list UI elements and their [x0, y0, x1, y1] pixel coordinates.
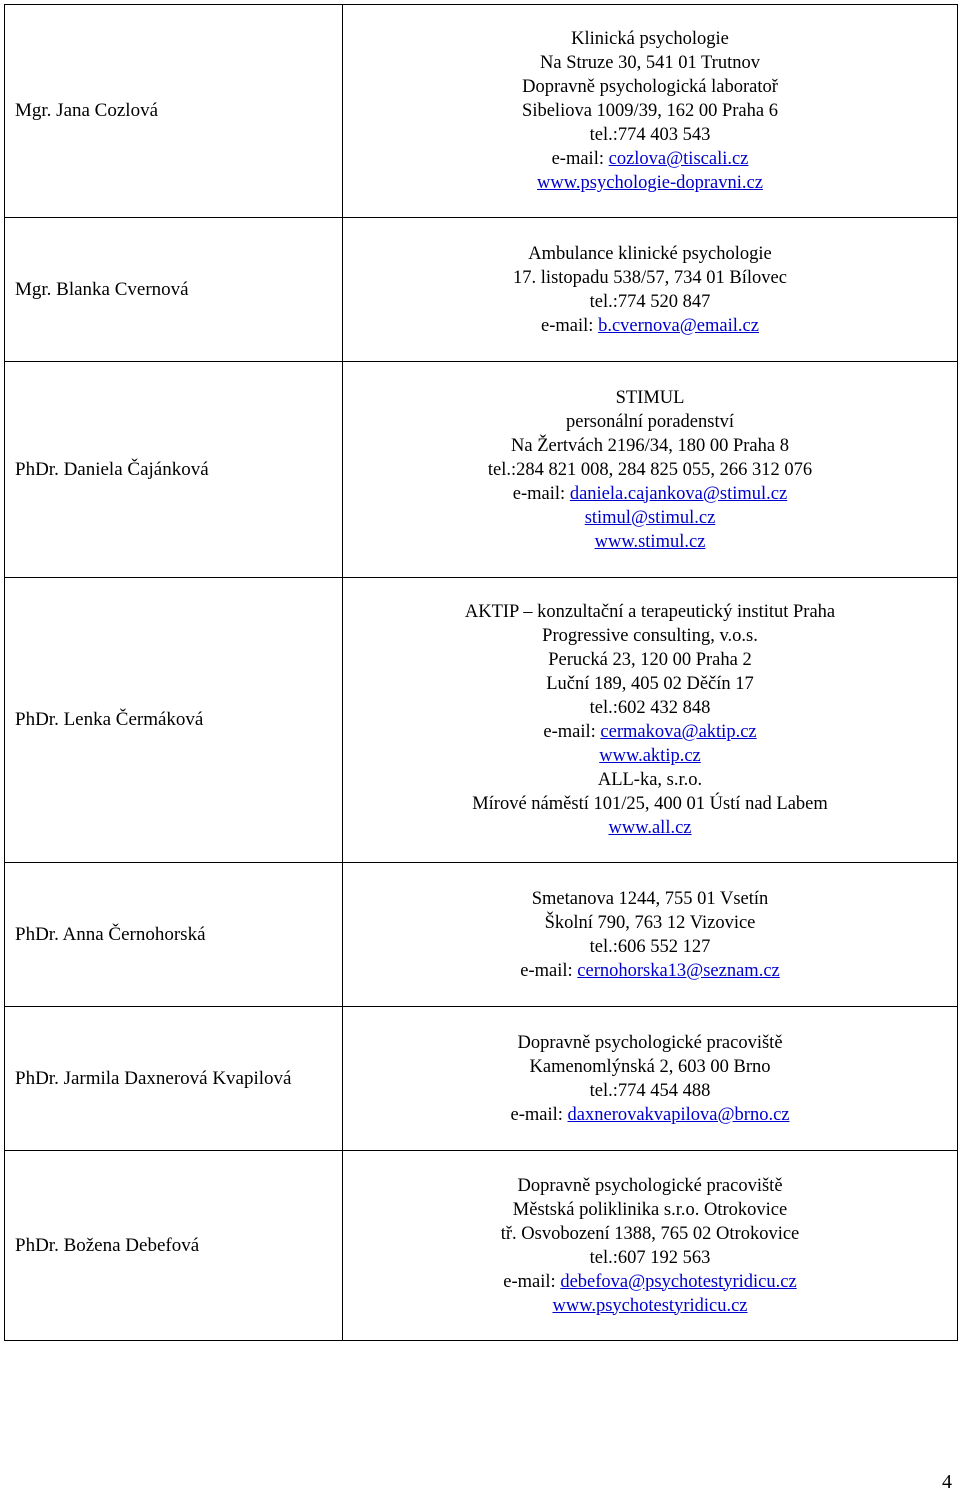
- directory-row: [5, 218, 958, 362]
- contact-details: [343, 218, 958, 362]
- detail-line: [343, 935, 957, 959]
- detail-line: [343, 816, 957, 840]
- detail-text: Kamenomlýnská 2, 603 00 Brno: [529, 1056, 771, 1077]
- detail-text: tel.:284 821 008, 284 825 055, 266 312 076: [487, 459, 813, 480]
- detail-text: Progressive consulting, v.o.s.: [542, 626, 758, 646]
- detail-text: tř. Osvobození 1388, 765 02 Otrokovice: [500, 1223, 800, 1244]
- detail-line: [343, 1174, 957, 1198]
- detail-text: Smetanova 1244, 755 01 Vsetín: [531, 888, 769, 909]
- detail-line: [343, 1079, 957, 1103]
- detail-line: [343, 887, 957, 911]
- detail-text: personální poradenství: [566, 411, 734, 432]
- detail-line: [343, 27, 957, 51]
- detail-line: [343, 123, 957, 147]
- detail-line: [343, 720, 957, 744]
- email-label: e-mail:: [510, 1104, 568, 1125]
- detail-line: [343, 75, 957, 99]
- contact-name: PhDr. Jarmila Daxnerová Kvapilová: [5, 1007, 343, 1151]
- detail-line: [343, 290, 957, 314]
- contact-details: [343, 578, 958, 863]
- detail-text: Školní 790, 763 12 Vizovice: [544, 912, 756, 933]
- detail-text: tel.:602 432 848: [589, 698, 711, 718]
- detail-line: [343, 1198, 957, 1222]
- detail-text: Dopravně psychologické pracoviště: [517, 1175, 783, 1196]
- detail-line: [343, 744, 957, 768]
- detail-text: 17. listopadu 538/57, 734 01 Bílovec: [513, 267, 787, 288]
- email-link[interactable]: daniela.cajankova@stimul.cz: [569, 483, 788, 504]
- email-link[interactable]: cozlova@tiscali.cz: [608, 149, 749, 169]
- detail-line: [343, 410, 957, 434]
- page-number: 4: [942, 1471, 952, 1493]
- directory-row: [5, 863, 958, 1007]
- contact-name: PhDr. Anna Černohorská: [5, 863, 343, 1007]
- email-label: e-mail:: [520, 960, 578, 981]
- detail-text: Ambulance klinické psychologie: [528, 243, 772, 264]
- detail-line: [343, 768, 957, 792]
- detail-line: [343, 266, 957, 290]
- contact-name: PhDr. Daniela Čajánková: [5, 362, 343, 578]
- detail-text: Dopravně psychologická laboratoř: [522, 77, 778, 97]
- email-link[interactable]: debefova@psychotestyridicu.cz: [560, 1271, 797, 1292]
- detail-text: tel.:774 403 543: [589, 125, 711, 145]
- detail-text: Na Struze 30, 541 01 Trutnov: [540, 53, 760, 73]
- contact-name: Mgr. Blanka Cvernová: [5, 218, 343, 362]
- detail-line: [343, 1031, 957, 1055]
- detail-text: Perucká 23, 120 00 Praha 2: [548, 650, 752, 670]
- detail-text: tel.:606 552 127: [589, 936, 711, 957]
- detail-line: [343, 648, 957, 672]
- directory-row: [5, 1151, 958, 1341]
- detail-line: [343, 1270, 957, 1294]
- detail-line: [343, 458, 957, 482]
- detail-line: [343, 1246, 957, 1270]
- contact-details: [343, 863, 958, 1007]
- detail-line: [343, 696, 957, 720]
- contact-details: [343, 1151, 958, 1341]
- detail-text: ALL-ka, s.r.o.: [597, 770, 703, 790]
- email-label: e-mail:: [512, 483, 570, 504]
- contact-name: PhDr. Lenka Čermáková: [5, 578, 343, 863]
- detail-line: [343, 1222, 957, 1246]
- email-label: e-mail:: [551, 149, 609, 169]
- directory-row: [5, 5, 958, 218]
- email-label: e-mail:: [503, 1271, 561, 1292]
- detail-line: [343, 99, 957, 123]
- web-link[interactable]: www.psychologie-dopravni.cz: [537, 173, 763, 193]
- directory-row: [5, 578, 958, 863]
- web-link[interactable]: www.psychotestyridicu.cz: [552, 1295, 748, 1316]
- detail-text: tel.:774 520 847: [589, 291, 711, 312]
- detail-text: Městská poliklinika s.r.o. Otrokovice: [512, 1199, 788, 1220]
- detail-line: [343, 171, 957, 195]
- detail-line: [343, 1294, 957, 1318]
- web-link[interactable]: www.aktip.cz: [599, 746, 701, 766]
- detail-text: STIMUL: [615, 387, 685, 408]
- detail-line: [343, 386, 957, 410]
- detail-line: [343, 506, 957, 530]
- email-label: e-mail:: [541, 315, 599, 336]
- contact-details: [343, 1007, 958, 1151]
- detail-text: Dopravně psychologické pracoviště: [517, 1032, 783, 1053]
- detail-line: [343, 1055, 957, 1079]
- detail-line: [343, 434, 957, 458]
- detail-line: [343, 314, 957, 338]
- detail-text: Mírové náměstí 101/25, 400 01 Ústí nad Labem: [472, 794, 828, 814]
- detail-line: [343, 672, 957, 696]
- detail-line: [343, 1103, 957, 1127]
- detail-text: tel.:774 454 488: [589, 1080, 711, 1101]
- detail-line: [343, 147, 957, 171]
- detail-line: [343, 600, 957, 624]
- web-link[interactable]: www.all.cz: [608, 818, 692, 838]
- directory-table: [4, 4, 958, 1341]
- detail-line: [343, 792, 957, 816]
- email-link[interactable]: cermakova@aktip.cz: [600, 722, 757, 742]
- contact-name: Mgr. Jana Cozlová: [5, 5, 343, 218]
- email-link[interactable]: b.cvernova@email.cz: [598, 315, 759, 336]
- detail-line: [343, 242, 957, 266]
- detail-text: Luční 189, 405 02 Děčín 17: [546, 674, 754, 694]
- detail-line: [343, 624, 957, 648]
- contact-details: [343, 5, 958, 218]
- detail-text: tel.:607 192 563: [589, 1247, 711, 1268]
- detail-line: [343, 51, 957, 75]
- directory-row: [5, 1007, 958, 1151]
- email-label: e-mail:: [543, 722, 601, 742]
- directory-row: [5, 362, 958, 578]
- detail-line: [343, 959, 957, 983]
- detail-text: Klinická psychologie: [571, 29, 729, 49]
- email-link[interactable]: cernohorska13@seznam.cz: [577, 960, 780, 981]
- detail-line: [343, 911, 957, 935]
- detail-text: AKTIP – konzultační a terapeutický institut Praha: [464, 602, 836, 622]
- detail-text: Na Žertvách 2196/34, 180 00 Praha 8: [511, 435, 789, 456]
- web-link[interactable]: www.stimul.cz: [594, 531, 706, 552]
- web-link[interactable]: stimul@stimul.cz: [584, 507, 716, 528]
- detail-line: [343, 530, 957, 554]
- detail-line: [343, 482, 957, 506]
- contact-details: [343, 362, 958, 578]
- detail-text: Sibeliova 1009/39, 162 00 Praha 6: [522, 101, 778, 121]
- contact-name: PhDr. Božena Debefová: [5, 1151, 343, 1341]
- email-link[interactable]: daxnerovakvapilova@brno.cz: [567, 1104, 790, 1125]
